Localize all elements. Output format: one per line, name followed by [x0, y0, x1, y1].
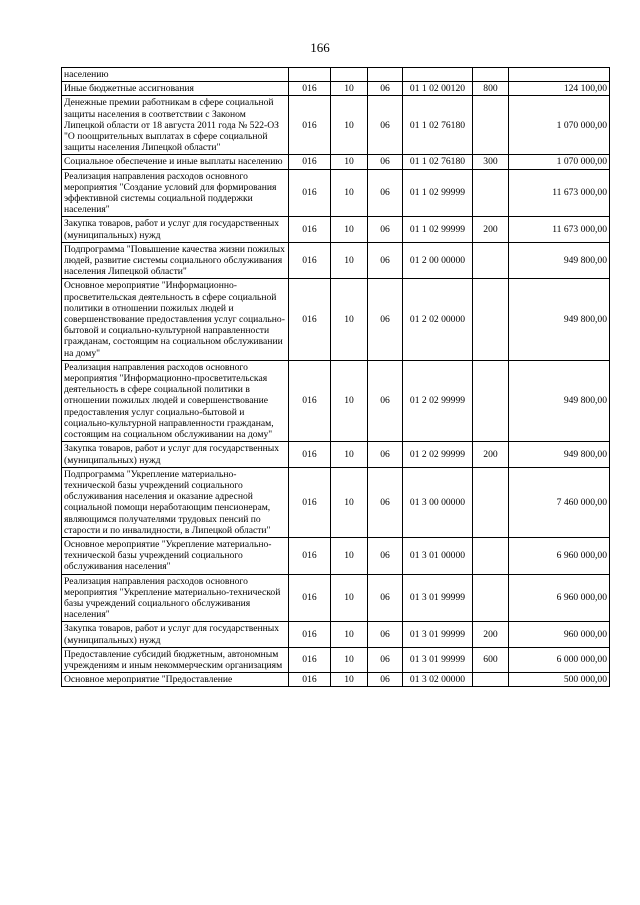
expense-type-cell	[473, 242, 509, 279]
expense-type-cell	[473, 96, 509, 155]
expense-type-cell: 200	[473, 217, 509, 242]
expense-type-cell: 200	[473, 442, 509, 467]
table-row	[62, 360, 610, 441]
subsection-code-cell: 06	[368, 647, 403, 672]
row-name-cell: Подпрограмма "Повышение качества жизни пожилых людей, развитие системы социального обслуживания населения Липецкой области"	[62, 242, 289, 279]
amount-cell	[509, 68, 610, 82]
subsection-code-cell: 06	[368, 622, 403, 647]
target-article-cell: 01 3 01 00000	[403, 537, 473, 574]
budget-table-body	[62, 68, 610, 687]
section-code-cell: 10	[331, 169, 368, 217]
row-name-cell: Закупка товаров, работ и услуг для государственных (муниципальных) нужд	[62, 622, 289, 647]
ministry-code-cell: 016	[289, 217, 331, 242]
amount-cell: 7 460 000,00	[509, 467, 610, 537]
ministry-code-cell: 016	[289, 360, 331, 441]
target-article-cell: 01 2 02 99999	[403, 442, 473, 467]
ministry-code-cell: 016	[289, 155, 331, 169]
row-name-cell: Подпрограмма "Укрепление материально-технической базы учреждений социального обслуживания населения и оказание адресной социальной помощи неработающим пенсионерам, являющимся получателями трудовых пенсий по старости и по инвалидности, в Липецкой области"	[62, 467, 289, 537]
amount-cell: 6 960 000,00	[509, 574, 610, 622]
row-name-cell: Основное мероприятие "Укрепление материально-технической базы учреждений социального обслуживания населения"	[62, 537, 289, 574]
table-row	[62, 622, 610, 647]
target-article-cell	[403, 68, 473, 82]
subsection-code-cell: 06	[368, 574, 403, 622]
ministry-code-cell: 016	[289, 82, 331, 96]
target-article-cell: 01 3 02 00000	[403, 673, 473, 687]
amount-cell: 949 800,00	[509, 442, 610, 467]
ministry-code-cell: 016	[289, 442, 331, 467]
subsection-code-cell: 06	[368, 82, 403, 96]
target-article-cell: 01 1 02 00120	[403, 82, 473, 96]
amount-cell: 11 673 000,00	[509, 217, 610, 242]
subsection-code-cell	[368, 68, 403, 82]
amount-cell: 6 960 000,00	[509, 537, 610, 574]
row-name-cell: Закупка товаров, работ и услуг для государственных (муниципальных) нужд	[62, 442, 289, 467]
table-row	[62, 467, 610, 537]
row-name-cell: Основное мероприятие "Информационно-просветительская деятельность в сфере социальной политики в отношении пожилых людей и совершенствование предоставления услуг социально-бытовой и социально-культурной направленности гражданам, состоящим на социальном обслуживании на дому"	[62, 279, 289, 360]
target-article-cell: 01 2 02 99999	[403, 360, 473, 441]
expense-type-cell	[473, 673, 509, 687]
section-code-cell: 10	[331, 242, 368, 279]
amount-cell: 1 070 000,00	[509, 96, 610, 155]
target-article-cell: 01 2 00 00000	[403, 242, 473, 279]
page-number: 166	[310, 40, 330, 55]
ministry-code-cell: 016	[289, 622, 331, 647]
section-code-cell: 10	[331, 217, 368, 242]
expense-type-cell: 800	[473, 82, 509, 96]
section-code-cell: 10	[331, 537, 368, 574]
row-name-cell: Реализация направления расходов основного мероприятия "Информационно-просветительская деятельность в сфере социальной политики в отношении пожилых людей и совершенствование предоставления услуг социально-бытовой и социально-культурной направленности гражданам, состоящим на социальном обслуживании на дому"	[62, 360, 289, 441]
target-article-cell: 01 1 02 99999	[403, 217, 473, 242]
table-row	[62, 169, 610, 217]
amount-cell: 11 673 000,00	[509, 169, 610, 217]
ministry-code-cell: 016	[289, 96, 331, 155]
row-name-cell: Реализация направления расходов основного мероприятия "Укрепление материально-технической базы учреждений социального обслуживания населения"	[62, 574, 289, 622]
row-name-cell: Социальное обеспечение и иные выплаты населению	[62, 155, 289, 169]
target-article-cell: 01 3 01 99999	[403, 647, 473, 672]
table-row	[62, 96, 610, 155]
expense-type-cell	[473, 360, 509, 441]
section-code-cell	[331, 68, 368, 82]
expense-type-cell	[473, 467, 509, 537]
row-name-cell: Предоставление субсидий бюджетным, автономным учреждениям и иным некоммерческим организациям	[62, 647, 289, 672]
ministry-code-cell: 016	[289, 467, 331, 537]
target-article-cell: 01 1 02 76180	[403, 96, 473, 155]
section-code-cell: 10	[331, 279, 368, 360]
table-row	[62, 673, 610, 687]
amount-cell: 949 800,00	[509, 360, 610, 441]
row-name-cell: Основное мероприятие "Предоставление	[62, 673, 289, 687]
amount-cell: 500 000,00	[509, 673, 610, 687]
subsection-code-cell: 06	[368, 537, 403, 574]
ministry-code-cell	[289, 68, 331, 82]
section-code-cell: 10	[331, 622, 368, 647]
amount-cell: 1 070 000,00	[509, 155, 610, 169]
ministry-code-cell: 016	[289, 279, 331, 360]
target-article-cell: 01 3 01 99999	[403, 574, 473, 622]
amount-cell: 124 100,00	[509, 82, 610, 96]
expense-type-cell: 200	[473, 622, 509, 647]
expense-type-cell	[473, 68, 509, 82]
ministry-code-cell: 016	[289, 537, 331, 574]
budget-table	[61, 67, 610, 687]
table-row	[62, 574, 610, 622]
table-row	[62, 155, 610, 169]
table-row	[62, 242, 610, 279]
section-code-cell: 10	[331, 155, 368, 169]
target-article-cell: 01 3 00 00000	[403, 467, 473, 537]
section-code-cell: 10	[331, 442, 368, 467]
target-article-cell: 01 1 02 99999	[403, 169, 473, 217]
amount-cell: 960 000,00	[509, 622, 610, 647]
subsection-code-cell: 06	[368, 242, 403, 279]
expense-type-cell	[473, 279, 509, 360]
ministry-code-cell: 016	[289, 242, 331, 279]
target-article-cell: 01 2 02 00000	[403, 279, 473, 360]
subsection-code-cell: 06	[368, 96, 403, 155]
table-row	[62, 279, 610, 360]
ministry-code-cell: 016	[289, 673, 331, 687]
section-code-cell: 10	[331, 673, 368, 687]
subsection-code-cell: 06	[368, 279, 403, 360]
amount-cell: 949 800,00	[509, 279, 610, 360]
amount-cell: 949 800,00	[509, 242, 610, 279]
subsection-code-cell: 06	[368, 217, 403, 242]
table-row	[62, 647, 610, 672]
subsection-code-cell: 06	[368, 673, 403, 687]
section-code-cell: 10	[331, 360, 368, 441]
subsection-code-cell: 06	[368, 467, 403, 537]
ministry-code-cell: 016	[289, 169, 331, 217]
ministry-code-cell: 016	[289, 647, 331, 672]
row-name-cell: Иные бюджетные ассигнования	[62, 82, 289, 96]
row-name-cell: населению	[62, 68, 289, 82]
expense-type-cell	[473, 537, 509, 574]
table-row	[62, 217, 610, 242]
table-row	[62, 68, 610, 82]
expense-type-cell: 300	[473, 155, 509, 169]
section-code-cell: 10	[331, 467, 368, 537]
subsection-code-cell: 06	[368, 442, 403, 467]
expense-type-cell	[473, 574, 509, 622]
subsection-code-cell: 06	[368, 155, 403, 169]
section-code-cell: 10	[331, 96, 368, 155]
section-code-cell: 10	[331, 574, 368, 622]
ministry-code-cell: 016	[289, 574, 331, 622]
amount-cell: 6 000 000,00	[509, 647, 610, 672]
table-row	[62, 537, 610, 574]
target-article-cell: 01 3 01 99999	[403, 622, 473, 647]
table-row	[62, 82, 610, 96]
table-row	[62, 442, 610, 467]
row-name-cell: Реализация направления расходов основного мероприятия "Создание условий для формирования эффективной системы социальной поддержки населения"	[62, 169, 289, 217]
target-article-cell: 01 1 02 76180	[403, 155, 473, 169]
row-name-cell: Закупка товаров, работ и услуг для государственных (муниципальных) нужд	[62, 217, 289, 242]
subsection-code-cell: 06	[368, 360, 403, 441]
section-code-cell: 10	[331, 82, 368, 96]
expense-type-cell	[473, 169, 509, 217]
expense-type-cell: 600	[473, 647, 509, 672]
subsection-code-cell: 06	[368, 169, 403, 217]
row-name-cell: Денежные премии работникам в сфере социальной защиты населения в соответствии с Законом Липецкой области от 18 августа 2011 года № 522-ОЗ "О поощрительных выплатах в сфере социальной защиты населения Липецкой области"	[62, 96, 289, 155]
section-code-cell: 10	[331, 647, 368, 672]
